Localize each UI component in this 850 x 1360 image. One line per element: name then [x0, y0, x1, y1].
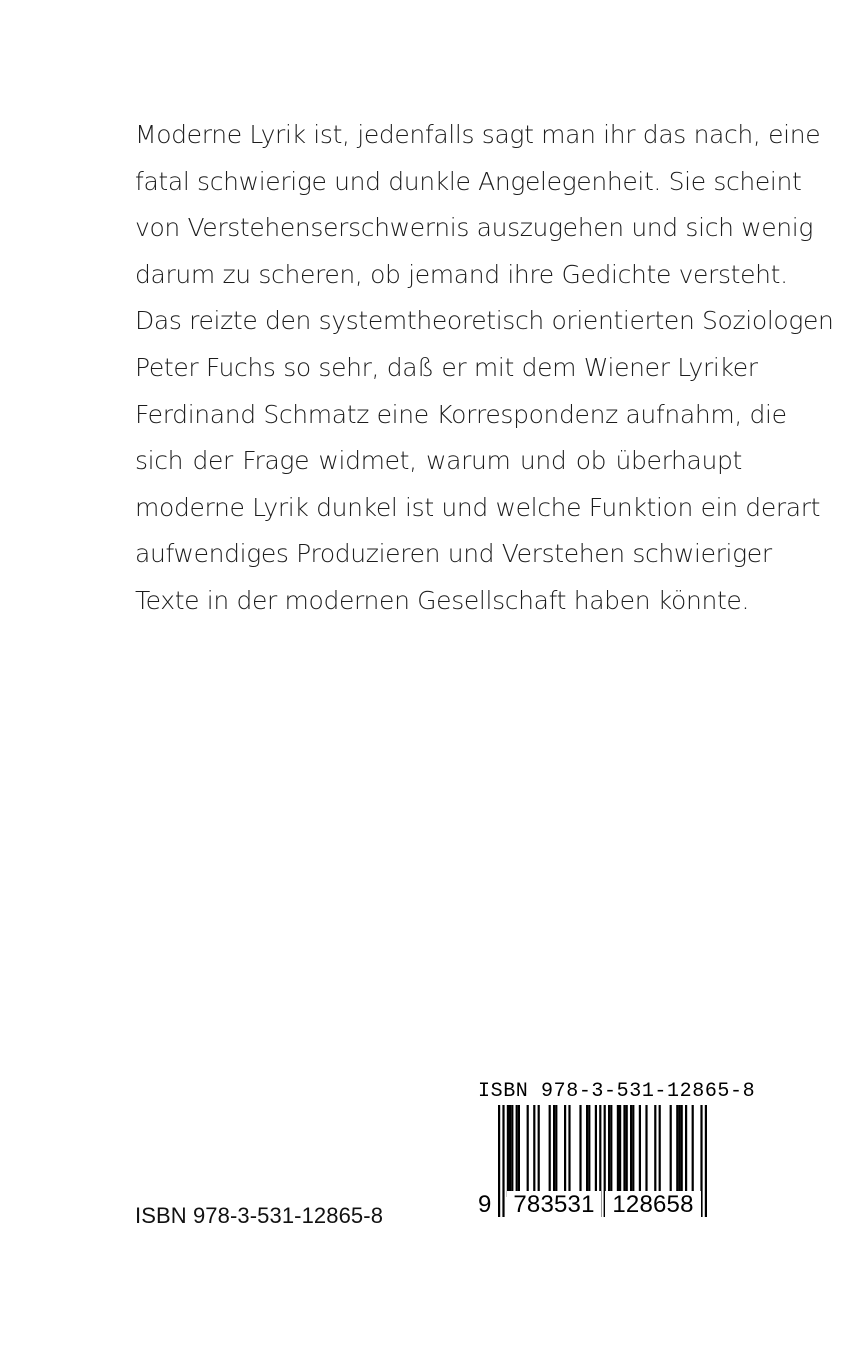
barcode-bar	[645, 1105, 647, 1197]
barcode-bar	[555, 1105, 557, 1197]
isbn-text: ISBN 978-3-531-12865-8	[135, 1203, 384, 1228]
blurb-line: fatal schwierige und dunkle Angelegenheit. Sie scheint	[135, 166, 802, 196]
barcode-bar	[654, 1105, 656, 1197]
barcode-guard-bar	[498, 1105, 500, 1217]
barcode-bar	[568, 1105, 570, 1197]
barcode-bar	[509, 1105, 511, 1197]
barcode-bar	[553, 1105, 555, 1197]
barcode-bar	[527, 1105, 529, 1197]
barcode-bar	[617, 1105, 619, 1197]
barcode-bar	[564, 1105, 566, 1197]
barcode-bar	[670, 1105, 672, 1197]
barcode-guard-bar	[502, 1105, 504, 1217]
blurb-line: moderne Lyrik dunkel ist und welche Funktion ein derart	[135, 492, 821, 522]
barcode-bar	[692, 1105, 694, 1197]
barcode-isbn-label: ISBN 978-3-531-12865-8	[478, 1080, 756, 1103]
barcode-bar	[608, 1105, 610, 1197]
blurb-line: Ferdinand Schmatz eine Korrespondenz aufnahm, die	[135, 399, 787, 429]
barcode-bar	[518, 1105, 520, 1197]
barcode-left-digits: 783531	[507, 1191, 601, 1219]
barcode-bar	[630, 1105, 632, 1197]
barcode-bar	[610, 1105, 612, 1197]
barcode-bar	[676, 1105, 678, 1197]
ean-barcode	[472, 1078, 756, 1228]
blurb-line: Das reizte den systemtheoretisch orientierten Soziologen	[135, 306, 834, 336]
blurb-text	[135, 112, 834, 625]
barcode-bar	[579, 1105, 581, 1197]
barcode-bar	[516, 1105, 518, 1197]
barcode-bar	[659, 1105, 661, 1197]
barcode-bar	[681, 1105, 683, 1197]
barcode-lead-digit: 9	[478, 1191, 492, 1218]
barcode-bar	[685, 1105, 687, 1197]
blurb-line: Peter Fuchs so sehr, daß er mit dem Wiener Lyriker	[135, 352, 758, 382]
barcode-bar	[626, 1105, 628, 1197]
blurb-line: Moderne Lyrik ist, jedenfalls sagt man ihr das nach, eine	[135, 120, 821, 149]
barcode-bar	[678, 1105, 680, 1197]
blurb-line: sich der Frage widmet, warum und ob überhaupt	[135, 446, 742, 476]
barcode-bar	[619, 1105, 621, 1197]
barcode-bar	[507, 1105, 509, 1197]
barcode-bar	[639, 1105, 641, 1197]
blurb-line: aufwendiges Produzieren und Verstehen schwieriger	[135, 539, 772, 569]
barcode-bar	[511, 1105, 513, 1197]
blurb-line: Texte in der modernen Gesellschaft haben könnte.	[135, 585, 750, 615]
barcode-bar	[549, 1105, 551, 1197]
barcode-bar	[632, 1105, 634, 1197]
barcode-bar	[588, 1105, 590, 1197]
barcode-guard-bar	[705, 1105, 707, 1217]
barcode-bar	[538, 1105, 540, 1197]
barcode-bar	[595, 1105, 597, 1197]
barcode-right-digits: 128658	[605, 1191, 701, 1219]
barcode-bar	[586, 1105, 588, 1197]
blurb-line: darum zu scheren, ob jemand ihre Gedichte versteht.	[135, 259, 788, 289]
barcode-bar	[533, 1105, 535, 1197]
barcode-bar	[623, 1105, 625, 1197]
blurb-line: von Verstehenserschwernis auszugehen und sich wenig	[135, 213, 814, 243]
